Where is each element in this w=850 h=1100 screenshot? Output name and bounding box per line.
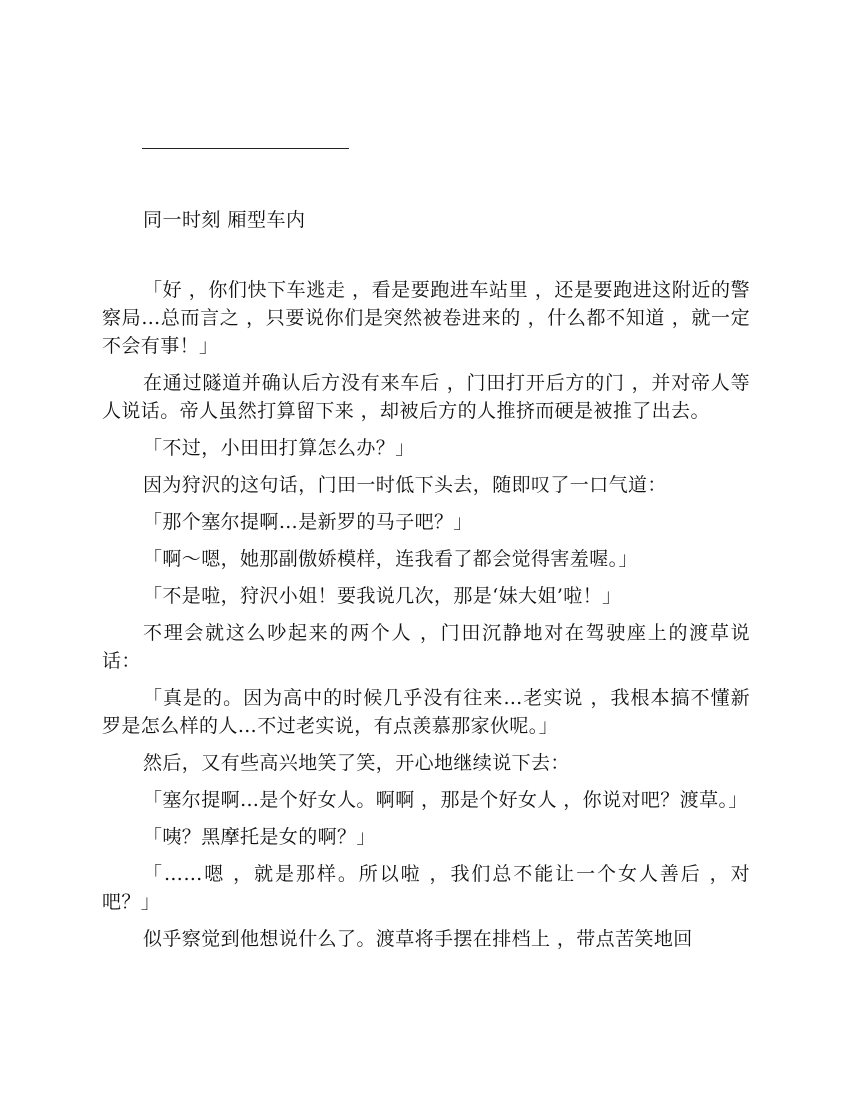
body-text bbox=[102, 276, 750, 962]
paragraph-6: 「啊～嗯，她那副傲娇模样，连我看了都会觉得害羞喔。」 bbox=[143, 548, 638, 570]
paragraph-12: 「咦？黑摩托是女的啊？」 bbox=[143, 826, 376, 848]
paragraph-4: 因为狩沢的这句话，门田一时低下头去，随即叹了一口气道： bbox=[143, 474, 667, 496]
paragraph-11: 「塞尔提啊…是个好女人。啊啊 ，那是个好女人 ，你说对吧？渡草。」 bbox=[143, 789, 748, 811]
paragraph-10: 然后，又有些高兴地笑了笑，开心地继续说下去： bbox=[143, 752, 570, 774]
paragraph-5: 「那个塞尔提啊…是新罗的马子吧？」 bbox=[143, 511, 473, 533]
paragraph-14: 似乎察觉到他想说什么了。渡草将手摆在排档上 ，带点苦笑地回 bbox=[143, 928, 693, 950]
paragraph-1: 「好 ，你们快下车逃走 ，看是要跑进车站里 ，还是要跑进这附近的警察局…总而言之 ，只要说你们是突然被卷进来的 ，什么都不知道 ，就一定不会有事！」 bbox=[102, 279, 750, 357]
paragraph-2: 在通过隧道并确认后方没有来车后 ，门田打开后方的门 ，并对帝人等人说话。帝人虽然打算留下来 ，却被后方的人推挤而硬是被推了出去。 bbox=[102, 372, 750, 422]
section-separator-line bbox=[142, 148, 349, 149]
paragraph-8: 不理会就这么吵起来的两个人 ，门田沉静地对在驾驶座上的渡草说话： bbox=[102, 622, 750, 672]
paragraph-7: 「不是啦，狩沢小姐！要我说几次，那是‘妹大姐’啦！」 bbox=[143, 585, 622, 607]
paragraph-3: 「不过，小田田打算怎么办？」 bbox=[143, 437, 415, 459]
paragraph-13: 「……嗯 ，就是那样。所以啦 ，我们总不能让一个女人善后 ，对吧？」 bbox=[102, 863, 750, 913]
paragraph-9: 「真是的。因为高中的时候几乎没有往来…老实说 ，我根本搞不懂新罗是怎么样的人…不过老实说，有点羡慕那家伙呢。」 bbox=[102, 687, 750, 737]
scene-heading: 同一时刻 厢型车内 bbox=[143, 209, 306, 231]
